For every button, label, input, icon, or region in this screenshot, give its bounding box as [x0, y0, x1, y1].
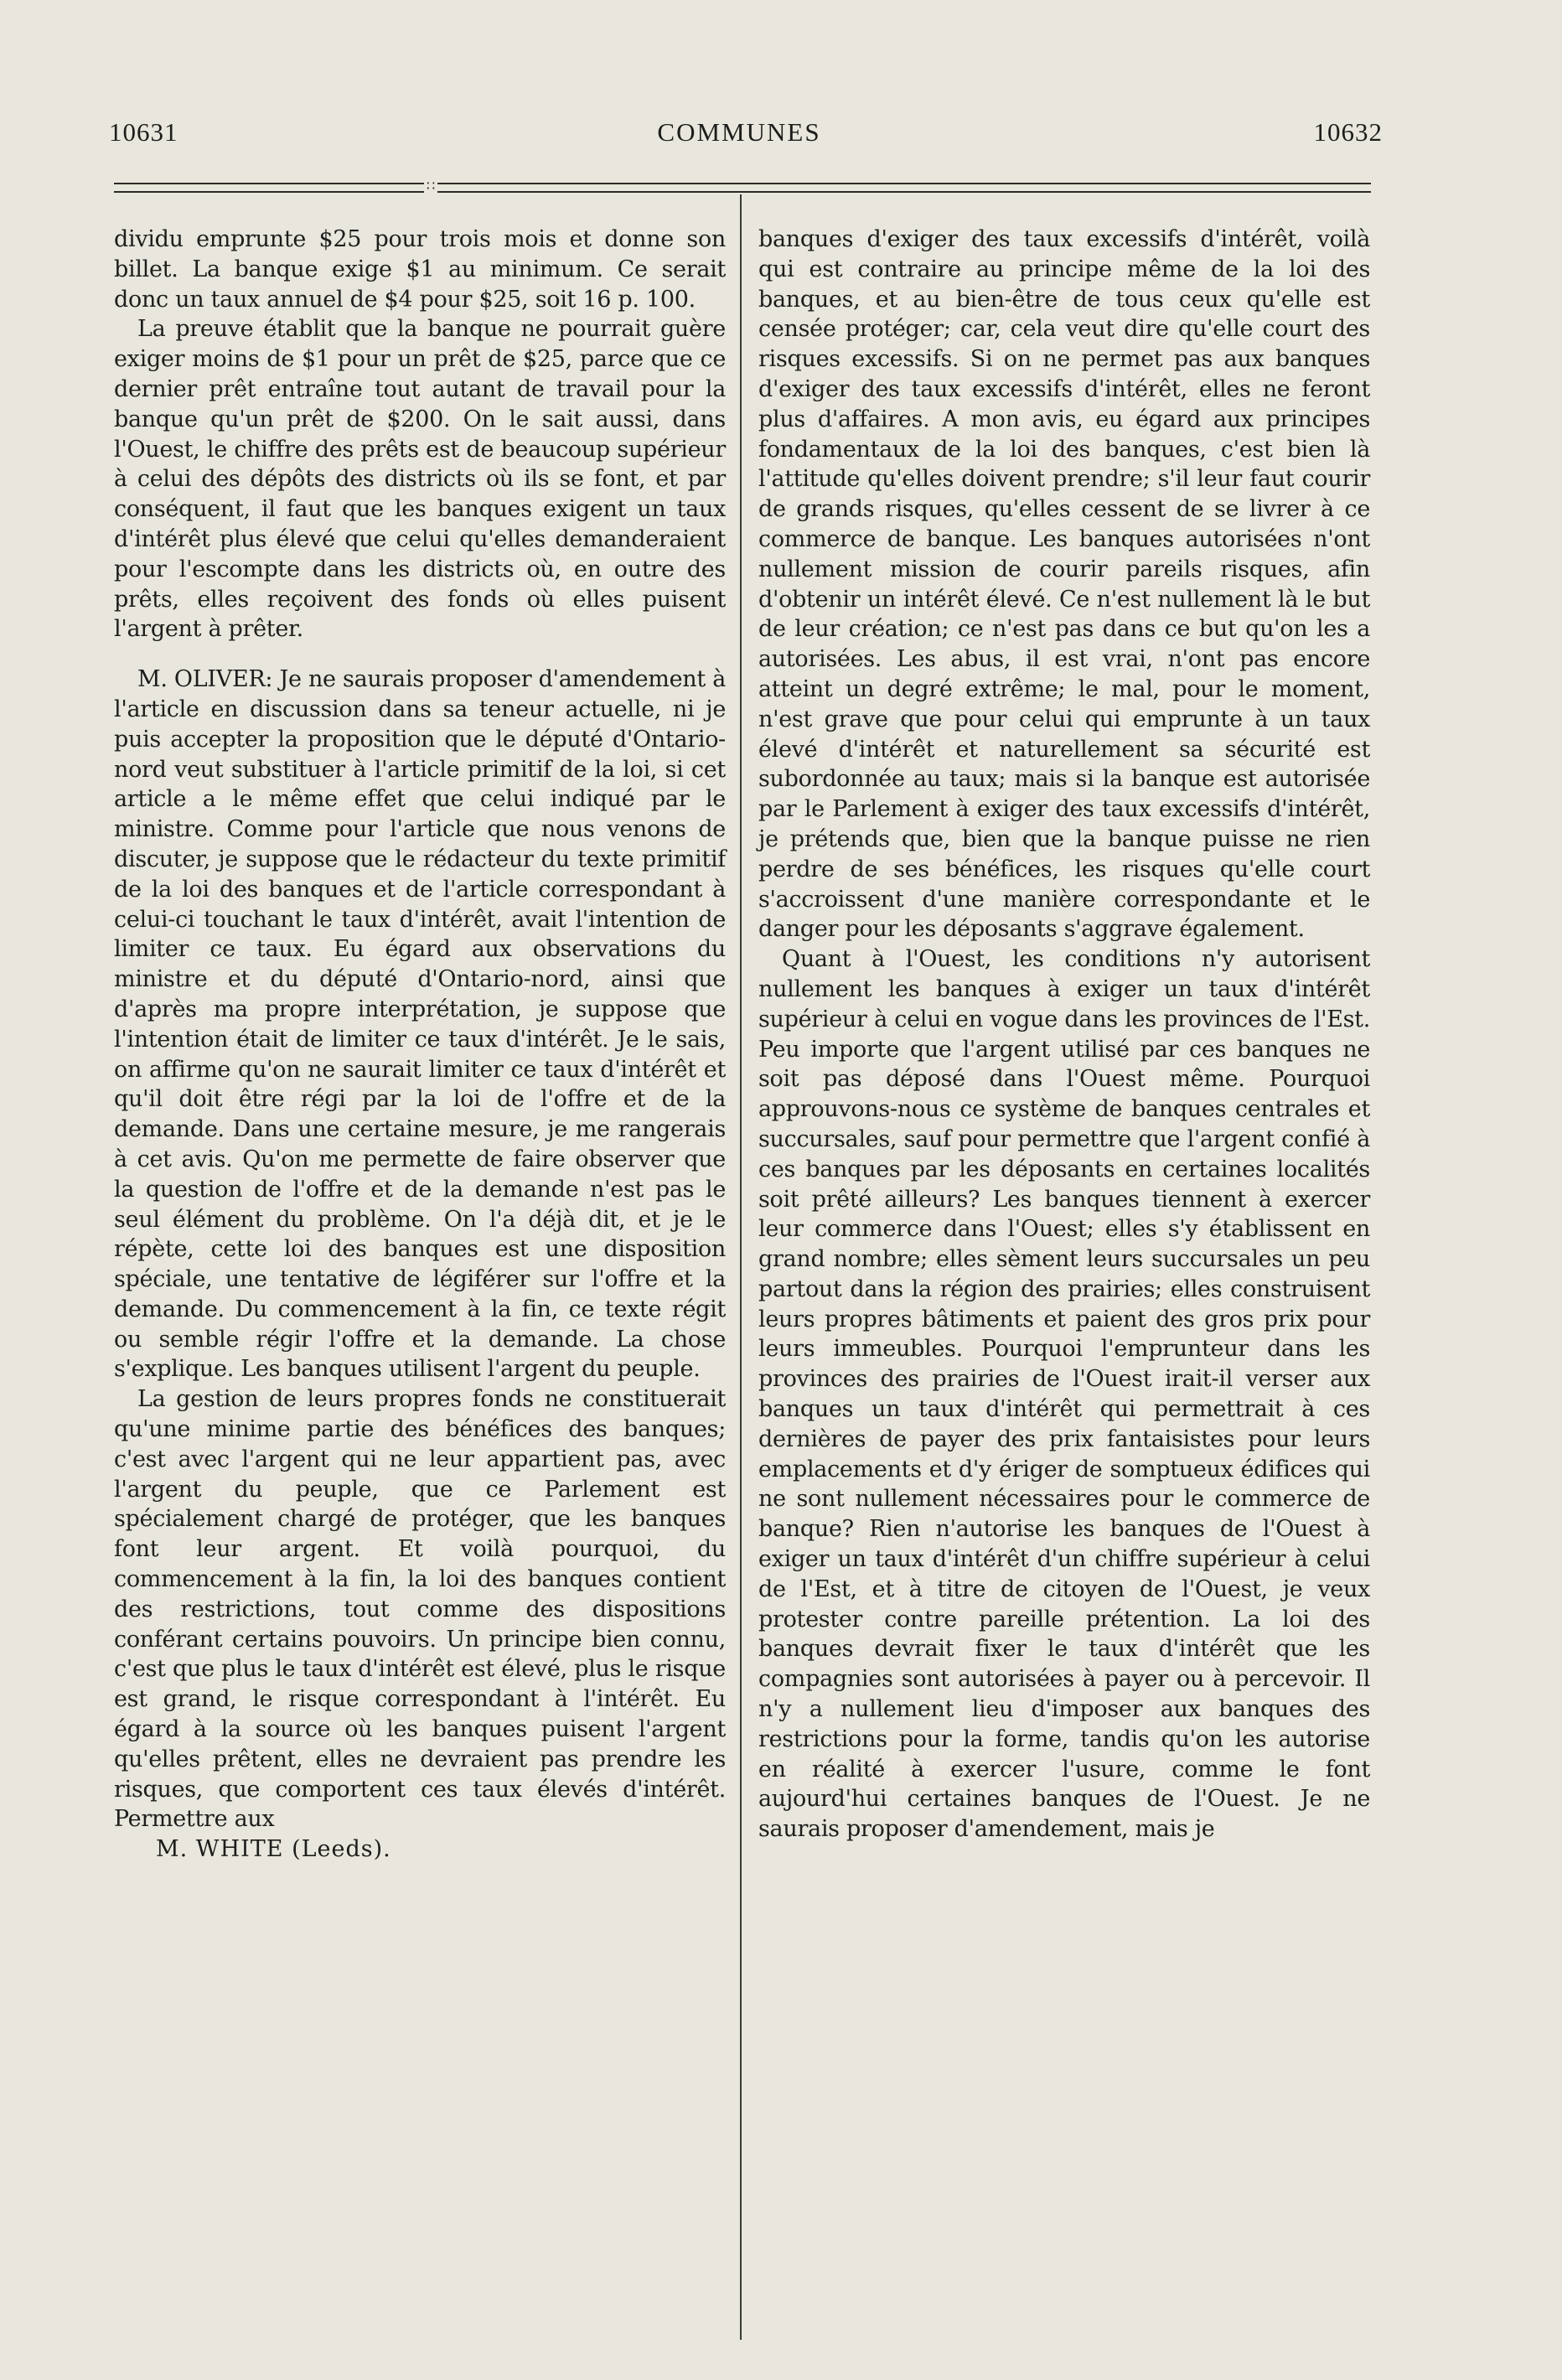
paragraph: banques d'exiger des taux excessifs d'intérêt, voilà qui est contraire au principe même de la loi des banques, et au bien-être de tous ceux qu'elle est censée protéger; car, cela veut dire qu'elle court des risques excessifs. Si on ne permet pas aux banques d'exiger des taux excessifs d'intérêt, elles ne feront plus d'affaires. A mon avis, eu égard aux principes fondamentaux de la loi des banques, c'est bien là l'attitude qu'elles doivent prendre; s'il leur faut courir de grands risques, qu'elles cessent de se livrer à ce commerce de banque. Les banques autorisées n'ont nullement mission de courir pareils risques, afin d'obtenir un intérêt élevé. Ce n'est nullement là le but de leur création; ce n'est pas dans ce but qu'on les a autorisées. Les abus, il est vrai, n'ont pas encore atteint un degré extrême; le mal, pour le moment, n'est grave que pour celui qui emprunte à un taux élevé d'intérêt et naturellement sa sécurité est subordonnée au taux; mais si la banque est autorisée par le Parlement à exiger des taux excessifs d'intérêt, je prétends que, bien que la banque puisse ne rien perdre de ses bénéfices, les risques qu'elle court s'accroissent d'une manière correspondante et le danger pour les déposants s'aggrave également. [758, 226, 1370, 943]
rule-ornament-icon: ∷ [424, 178, 437, 194]
right-column [758, 225, 1370, 1844]
page-number-left: 10631 [109, 117, 178, 147]
page-number-right: 10632 [1313, 117, 1383, 147]
paragraph: La preuve établit que la banque ne pourrait guère exiger moins de $1 pour un prêt de $25, parce que ce dernier prêt entraîne tout autant de travail pour la banque qu'un prêt de $200. On le sait aussi, dans l'Ouest, le chiffre des prêts est de beaucoup supérieur à celui des dépôts des districts où ils se font, et par conséquent, il faut que les banques exigent un taux d'intérêt plus élevé que celui qu'elles demanderaient pour l'escompte dans les districts où, en outre des prêts, elles reçoivent des fonds où elles puisent l'argent à prêter. [114, 316, 726, 643]
left-column [114, 225, 726, 1865]
header-rule-bottom [114, 191, 1371, 193]
speaker-signature: M. WHITE (Leeds). [156, 1836, 391, 1863]
paragraph: dividu emprunte $25 pour trois mois et donne son billet. La banque exige $1 au minimum. Ce serait donc un taux annuel de $4 pour $25, soit 16 p. 100. [114, 226, 726, 313]
paragraph: La gestion de leurs propres fonds ne constituerait qu'une minime partie des bénéfices des banques; c'est avec l'argent qui ne leur appartient pas, avec l'argent du peuple, que ce Parlement est spécialement chargé de protéger, que les banques font leur argent. Et voilà pourquoi, du commencement à la fin, la loi des banques contient des restrictions, tout comme des dispositions conférant certains pouvoirs. Un principe bien connu, c'est que plus le taux d'intérêt est élevé, plus le risque est grand, le risque correspondant à l'intérêt. Eu égard à la source où les banques puisent l'argent qu'elles prêtent, elles ne devraient pas prendre les risques, que comportent ces taux élevés d'intérêt. Permettre aux [114, 1386, 726, 1833]
paragraph: Quant à l'Ouest, les conditions n'y autorisent nullement les banques à exiger un taux d'intérêt supérieur à celui en vogue dans les provinces de l'Est. Peu importe que l'argent utilisé par ces banques ne soit pas déposé dans l'Ouest même. Pourquoi approuvons-nous ce système de banques centrales et succursales, sauf pour permettre que l'argent confié à ces banques par les déposants en certaines localités soit prêté ailleurs? Les banques tiennent à exercer leur commerce dans l'Ouest; elles s'y établissent en grand nombre; elles sèment leurs succursales un peu partout dans la région des prairies; elles construisent leurs propres bâtiments et paient des gros prix pour leurs immeubles. Pourquoi l'emprunteur dans les provinces des prairies de l'Ouest irait-il verser aux banques un taux d'intérêt qui permettrait à ces dernières de payer des prix fantaisistes pour leurs emplacements et d'y ériger de somptueux édifices qui ne sont nullement nécessaires pour le commerce de banque? Rien n'autorise les banques de l'Ouest à exiger un taux d'intérêt d'un chiffre supérieur à celui de l'Est, et à titre de citoyen de l'Ouest, je veux protester contre pareille prétention. La loi des banques devrait fixer le taux d'intérêt que les compagnies sont autorisées à payer ou à percevoir. Il n'y a nullement lieu d'imposer aux banques des restrictions pour la forme, tandis qu'on les autorise en réalité à exercer l'usure, comme le font aujourd'hui certaines banques de l'Ouest. Je ne saurais proposer d'amendement, mais je [758, 946, 1370, 1843]
column-divider [740, 194, 742, 2340]
header-rule-top [114, 183, 1371, 184]
running-head: COMMUNES [657, 117, 821, 147]
speech-oliver: M. OLIVER: Je ne saurais proposer d'amendement à l'article en discussion dans sa teneur actuelle, ni je puis accepter la proposition que le député d'Ontario-nord veut substituer à l'article primitif de la loi, si cet article a le même effet que celui indiqué par le ministre. Comme pour l'article que nous venons de discuter, je suppose que le rédacteur du texte primitif de la loi des banques et de l'article correspondant à celui-ci touchant le taux d'intérêt, avait l'intention de limiter ce taux. Eu égard aux observations du ministre et du député d'Ontario-nord, ainsi que d'après ma propre interprétation, je suppose que l'intention était de limiter ce taux d'intérêt. Je le sais, on affirme qu'on ne saurait limiter ce taux d'intérêt et qu'il doit être régi par la loi de l'offre et de la demande. Dans une certaine mesure, je me rangerais à cet avis. Qu'on me permette de faire observer que la question de l'offre et de la demande n'est pas le seul élément du problème. On l'a déjà dit, et je le répète, cette loi des banques est une disposition spéciale, une tentative de légiférer sur l'offre et la demande. Du commencement à la fin, ce texte régit ou semble régir l'offre et la demande. La chose s'explique. Les banques utilisent l'argent du peuple. [114, 666, 726, 1383]
